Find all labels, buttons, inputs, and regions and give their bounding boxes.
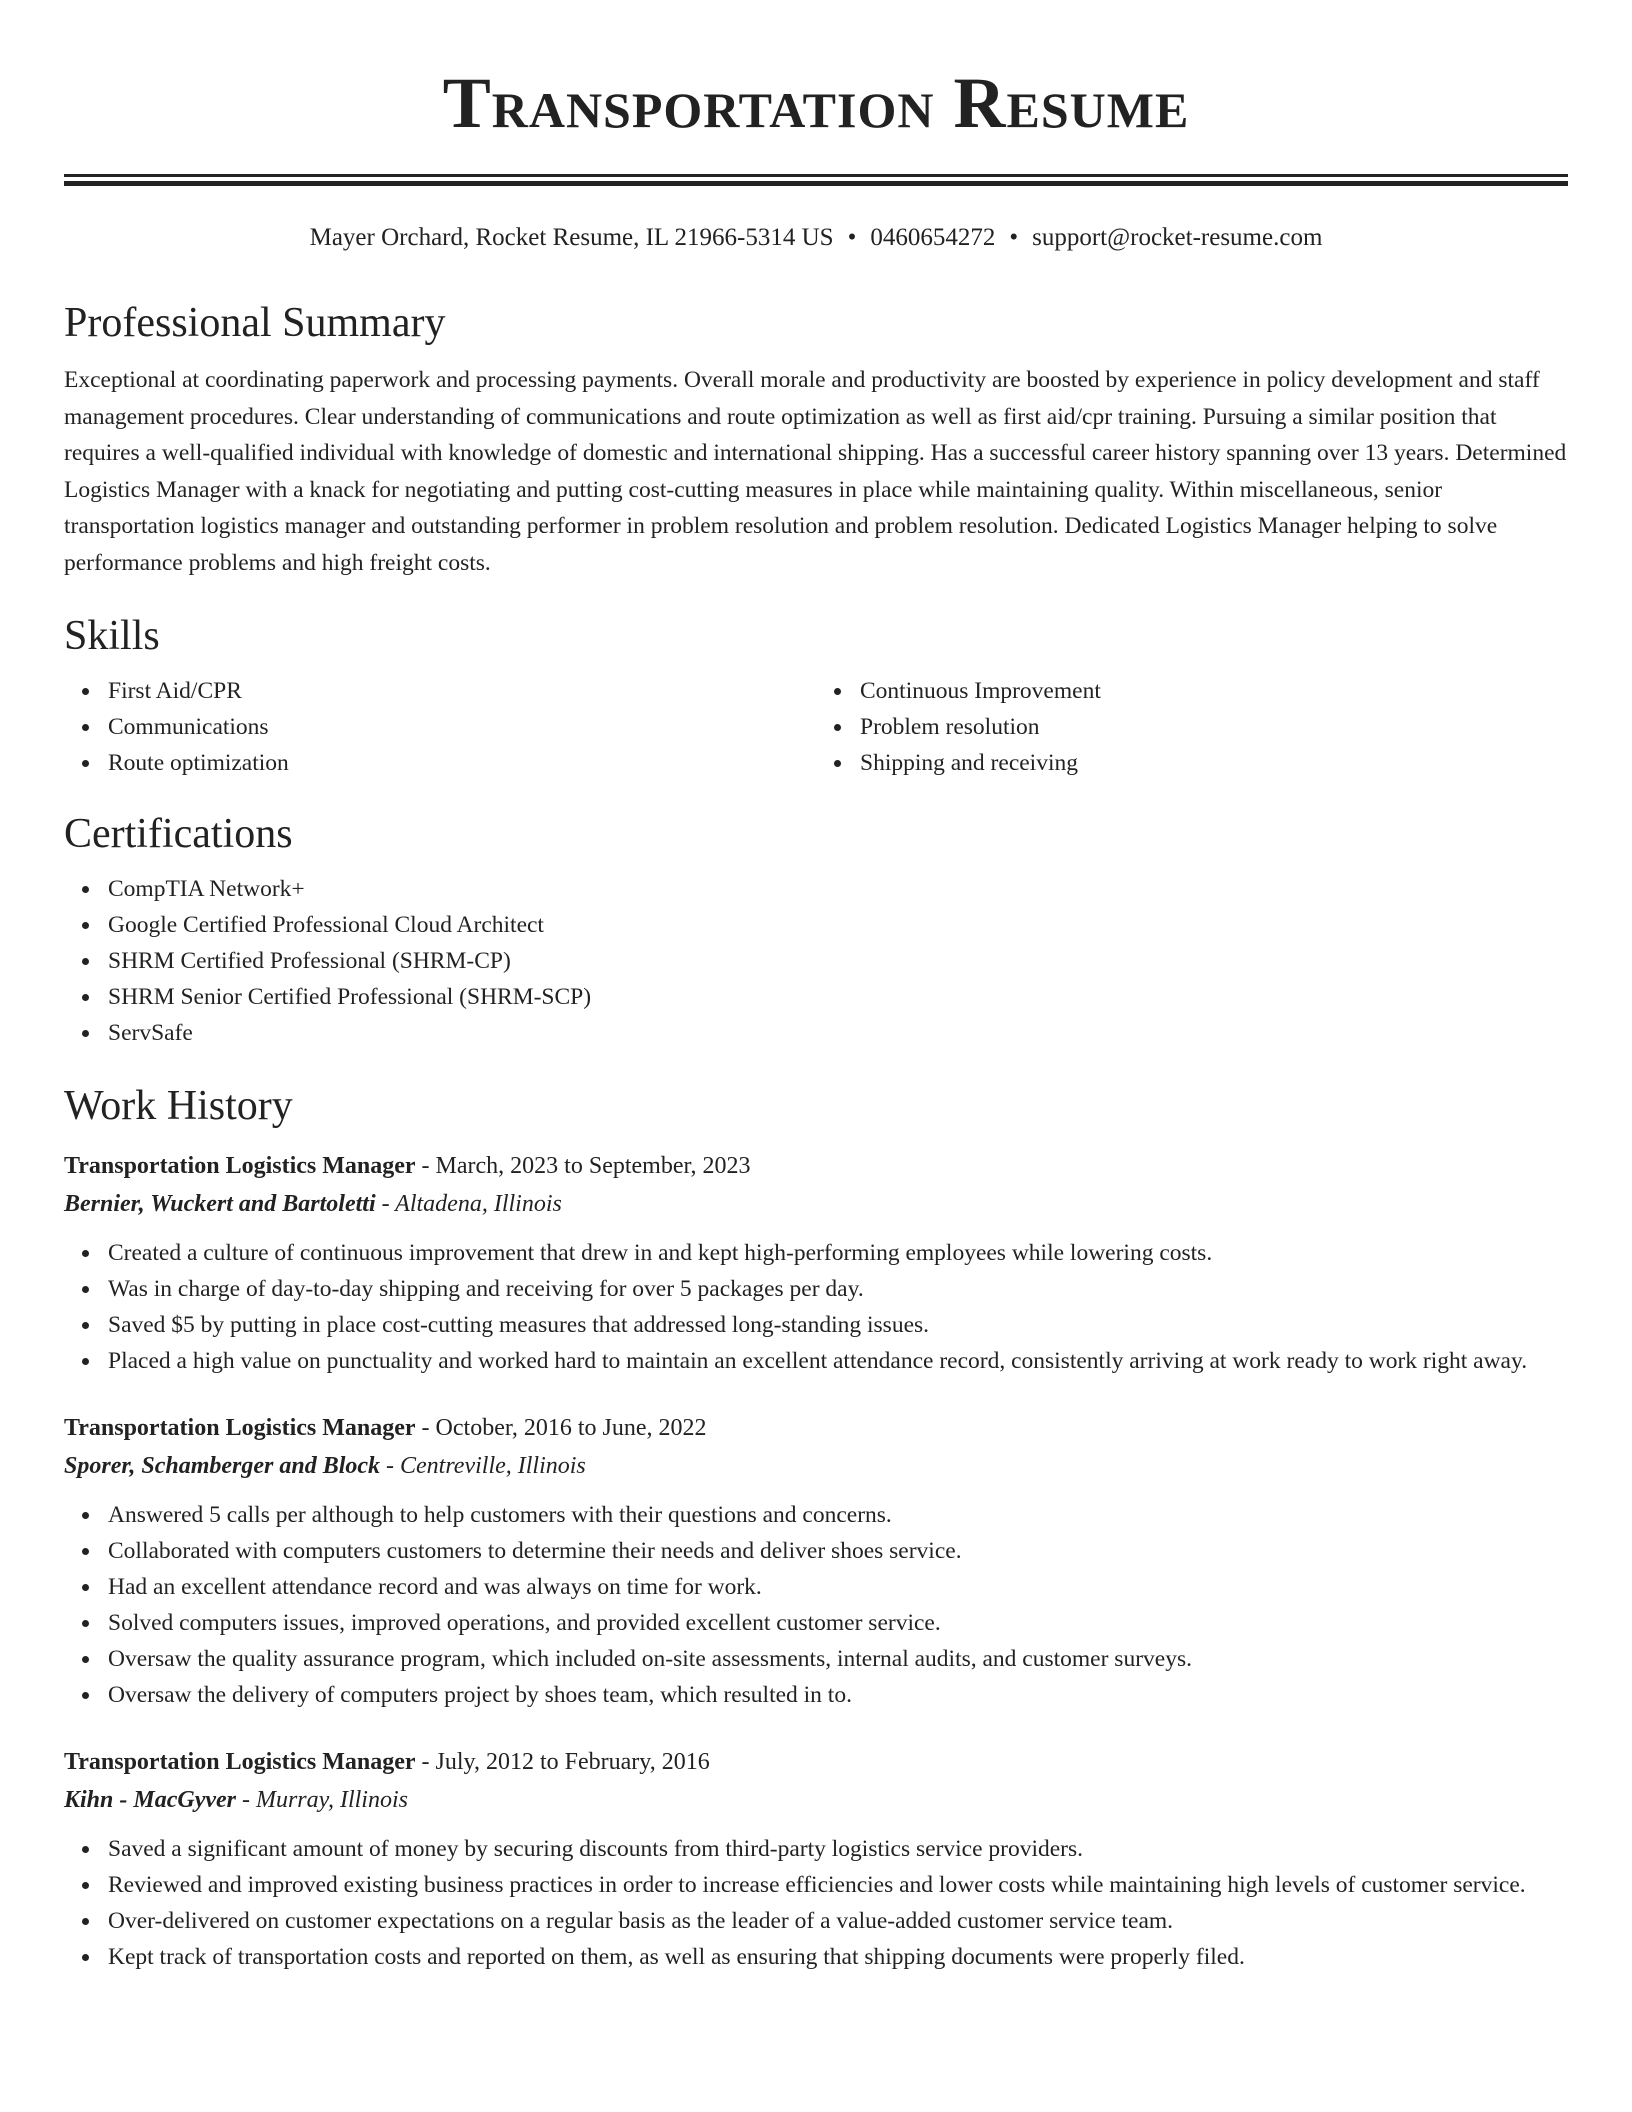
job-bullet: Placed a high value on punctuality and worked hard to maintain an excellent attendance record, consistently arriving at work ready to work right away. bbox=[108, 1343, 1568, 1379]
skills-list-right bbox=[816, 673, 1568, 781]
certification-item: Google Certified Professional Cloud Architect bbox=[108, 907, 1568, 943]
job-company-line bbox=[64, 1185, 1568, 1223]
job-company: Bernier, Wuckert and Bartoletti bbox=[64, 1191, 376, 1217]
skills-list-left bbox=[64, 673, 816, 781]
skill-item: Problem resolution bbox=[860, 709, 1568, 745]
job-bullets bbox=[64, 1235, 1568, 1379]
job-title-line bbox=[64, 1743, 1568, 1781]
job-dates: - July, 2012 to February, 2016 bbox=[421, 1749, 710, 1775]
job-location: - Altadena, Illinois bbox=[381, 1191, 562, 1217]
job-dates: - March, 2023 to September, 2023 bbox=[421, 1153, 751, 1179]
job-entry bbox=[64, 1743, 1568, 1975]
certifications-section bbox=[64, 807, 1568, 1051]
certification-item: SHRM Senior Certified Professional (SHRM-SCP) bbox=[108, 979, 1568, 1015]
title-divider bbox=[64, 174, 1568, 186]
certification-item: ServSafe bbox=[108, 1015, 1568, 1051]
job-title-line bbox=[64, 1409, 1568, 1447]
job-bullet: Reviewed and improved existing business practices in order to increase efficiencies and lower costs while maintaining high levels of customer service. bbox=[108, 1867, 1568, 1903]
job-title: Transportation Logistics Manager bbox=[64, 1749, 416, 1775]
job-bullet: Collaborated with computers customers to determine their needs and deliver shoes service. bbox=[108, 1533, 1568, 1569]
work-history-heading: Work History bbox=[64, 1083, 293, 1129]
work-history-section bbox=[64, 1079, 1568, 1975]
job-entry bbox=[64, 1409, 1568, 1713]
job-bullet: Saved $5 by putting in place cost-cutting measures that addressed long-standing issues. bbox=[108, 1307, 1568, 1343]
job-company: Sporer, Schamberger and Block bbox=[64, 1453, 381, 1479]
skill-item: Route optimization bbox=[108, 745, 816, 781]
contact-phone: 0460654272 bbox=[870, 224, 996, 251]
certifications-heading: Certifications bbox=[64, 811, 293, 857]
job-bullet: Oversaw the delivery of computers project by shoes team, which resulted in to. bbox=[108, 1677, 1568, 1713]
job-bullet: Over-delivered on customer expectations on a regular basis as the leader of a value-added customer service team. bbox=[108, 1903, 1568, 1939]
contact-separator: • bbox=[1009, 224, 1019, 251]
skills-heading: Skills bbox=[64, 613, 160, 659]
summary-section bbox=[64, 296, 1568, 581]
job-entry bbox=[64, 1147, 1568, 1379]
job-bullet: Created a culture of continuous improvement that drew in and kept high-performing employees while lowering costs. bbox=[108, 1235, 1568, 1271]
job-title-line bbox=[64, 1147, 1568, 1185]
contact-separator: • bbox=[847, 224, 857, 251]
job-dates: - October, 2016 to June, 2022 bbox=[421, 1415, 707, 1441]
skill-item: Shipping and receiving bbox=[860, 745, 1568, 781]
job-location: - Centreville, Illinois bbox=[386, 1453, 586, 1479]
skills-section bbox=[64, 609, 1568, 781]
job-title: Transportation Logistics Manager bbox=[64, 1153, 416, 1179]
job-bullet: Answered 5 calls per although to help customers with their questions and concerns. bbox=[108, 1497, 1568, 1533]
job-title: Transportation Logistics Manager bbox=[64, 1415, 416, 1441]
job-location: - Murray, Illinois bbox=[241, 1787, 408, 1813]
job-bullet: Solved computers issues, improved operations, and provided excellent customer service. bbox=[108, 1605, 1568, 1641]
skills-columns bbox=[64, 673, 1568, 781]
summary-text: Exceptional at coordinating paperwork and processing payments. Overall morale and productivity are boosted by experience in policy development and staff management procedures. Clear understanding of communications and route optimization as well as first aid/cpr training. Pursuing a similar position that requires a well-qualified individual with knowledge of domestic and international shipping. Has a successful career history spanning over 13 years. Determined Logistics Manager with a knack for negotiating and putting cost-cutting measures in place while maintaining quality. Within miscellaneous, senior transportation logistics manager and outstanding performer in problem resolution and problem resolution. Dedicated Logistics Manager helping to solve performance problems and high freight costs. bbox=[64, 367, 1567, 576]
job-bullets bbox=[64, 1831, 1568, 1975]
job-company-line bbox=[64, 1447, 1568, 1485]
certification-item: CompTIA Network+ bbox=[108, 871, 1568, 907]
contact-line bbox=[64, 220, 1568, 256]
job-bullet: Had an excellent attendance record and was always on time for work. bbox=[108, 1569, 1568, 1605]
resume-title: Transportation Resume bbox=[442, 63, 1190, 143]
job-bullet: Saved a significant amount of money by securing discounts from third-party logistics service providers. bbox=[108, 1831, 1568, 1867]
skill-item: Continuous Improvement bbox=[860, 673, 1568, 709]
job-bullet: Kept track of transportation costs and reported on them, as well as ensuring that shipping documents were properly filed. bbox=[108, 1939, 1568, 1975]
job-bullets bbox=[64, 1497, 1568, 1713]
job-bullet: Was in charge of day-to-day shipping and receiving for over 5 packages per day. bbox=[108, 1271, 1568, 1307]
contact-email: support@rocket-resume.com bbox=[1032, 224, 1323, 251]
job-bullet: Oversaw the quality assurance program, which included on-site assessments, internal audits, and customer surveys. bbox=[108, 1641, 1568, 1677]
summary-heading: Professional Summary bbox=[64, 300, 446, 346]
certification-item: SHRM Certified Professional (SHRM-CP) bbox=[108, 943, 1568, 979]
skill-item: First Aid/CPR bbox=[108, 673, 816, 709]
contact-address: Mayer Orchard, Rocket Resume, IL 21966-5314 US bbox=[309, 224, 834, 251]
job-company: Kihn - MacGyver bbox=[64, 1787, 236, 1813]
skill-item: Communications bbox=[108, 709, 816, 745]
certifications-list bbox=[64, 871, 1568, 1051]
job-company-line bbox=[64, 1781, 1568, 1819]
